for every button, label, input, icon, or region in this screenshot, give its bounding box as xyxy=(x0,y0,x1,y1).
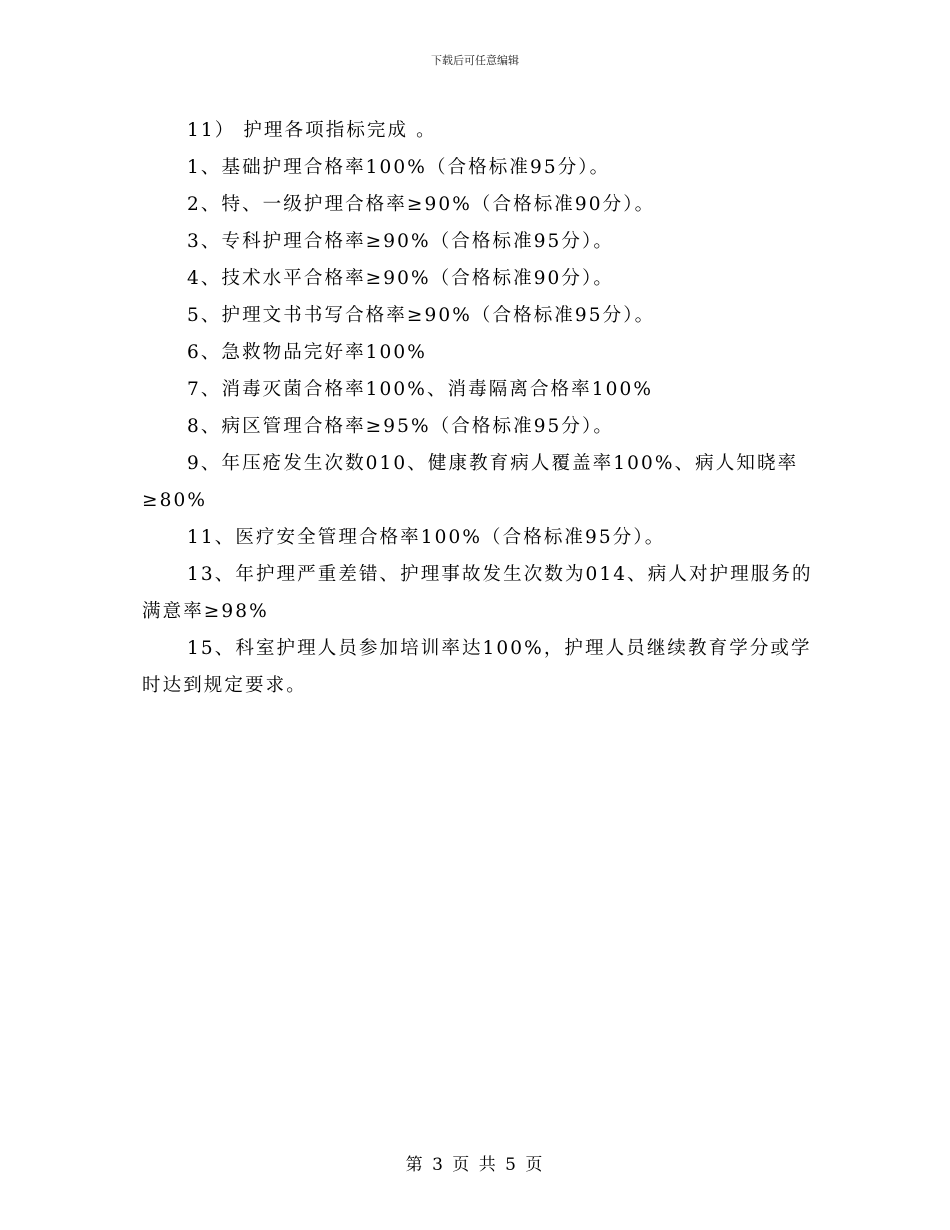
paragraph-item: 6、急救物品完好率100% xyxy=(187,342,427,363)
paragraph-item: 1、基础护理合格率100%（合格标准95分）。 xyxy=(187,157,611,178)
page-number-footer: 第 3 页 共 5 页 xyxy=(405,1155,545,1175)
paragraph-item: 11） 护理各项指标完成 。 xyxy=(187,120,437,141)
paragraph-item: 3、专科护理合格率≥90%（合格标准95分）。 xyxy=(187,231,614,252)
paragraph-item: 8、病区管理合格率≥95%（合格标准95分）。 xyxy=(187,416,614,437)
page-header: 下载后可任意编辑 xyxy=(431,54,519,67)
paragraph-item: 2、特、一级护理合格率≥90%（合格标准90分）。 xyxy=(187,194,656,215)
paragraph-item: 9、年压疮发生次数010、健康教育病人覆盖率100%、病人知晓率≥80% xyxy=(142,453,799,511)
paragraph-item: 11、医疗安全管理合格率100%（合格标准95分）。 xyxy=(187,527,666,548)
paragraph-item: 7、消毒灭菌合格率100%、消毒隔离合格率100% xyxy=(187,379,654,400)
paragraph-item: 4、技术水平合格率≥90%（合格标准90分）。 xyxy=(187,268,614,289)
paragraph-item: 15、科室护理人员参加培训率达100%，护理人员继续教育学分或学时达到规定要求。 xyxy=(142,638,812,696)
paragraph-item: 5、护理文书书写合格率≥90%（合格标准95分）。 xyxy=(187,305,656,326)
document-body xyxy=(142,112,814,704)
paragraph-item: 13、年护理严重差错、护理事故发生次数为014、病人对护理服务的满意率≥98% xyxy=(142,564,813,622)
